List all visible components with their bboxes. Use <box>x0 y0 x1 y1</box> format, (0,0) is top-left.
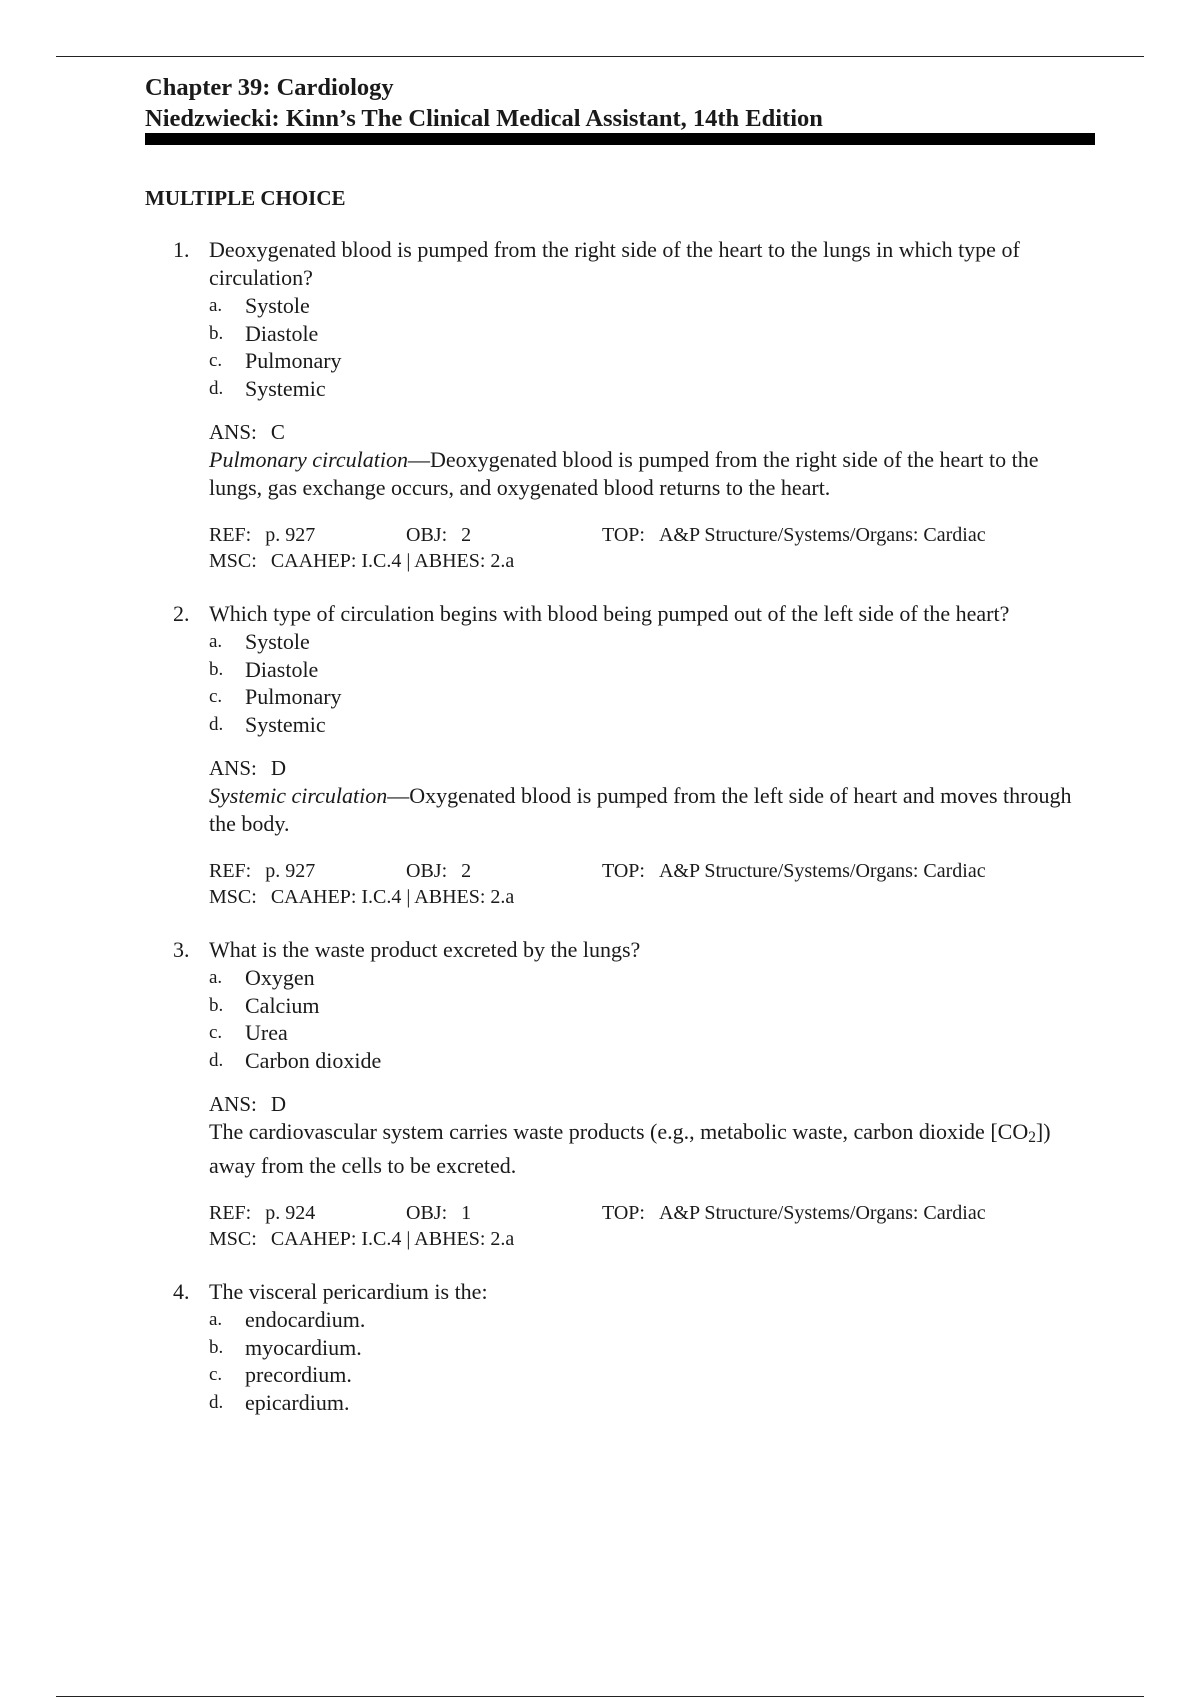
rationale-text: —Deoxygenated blood is pumped from the right side of the heart to the lungs, gas exchange occurs, and oxygenated blood returns to the heart. <box>209 447 1039 500</box>
question-stem <box>145 600 1095 628</box>
obj-label: OBJ: <box>406 860 448 882</box>
top-rule <box>56 56 1144 57</box>
answer-block <box>145 418 1095 502</box>
rationale-term: Systemic circulation <box>209 783 388 808</box>
option-text: Systemic <box>245 711 326 737</box>
answer-value: D <box>270 756 287 780</box>
question-text: The visceral pericardium is the: <box>209 1279 488 1304</box>
answer-label: ANS: <box>209 420 257 444</box>
option-letter: d. <box>209 377 224 399</box>
option-text: endocardium. <box>245 1307 366 1332</box>
bottom-rule <box>56 1696 1144 1697</box>
option-text: Systemic <box>245 375 326 401</box>
obj-value: 2 <box>461 524 472 546</box>
question-stem <box>145 1278 1095 1306</box>
msc-value: CAAHEP: I.C.4 | ABHES: 2.a <box>270 1228 515 1250</box>
option-letter: a. <box>209 631 223 652</box>
obj-field <box>406 858 471 884</box>
option-letter: b. <box>209 1336 224 1358</box>
option-d <box>209 1389 1095 1417</box>
option-text: Pulmonary <box>245 348 342 373</box>
ref-value: p. 924 <box>265 1202 316 1224</box>
question-stem <box>145 236 1095 292</box>
option-b <box>209 1334 1095 1362</box>
msc-value: CAAHEP: I.C.4 | ABHES: 2.a <box>270 886 515 908</box>
question-number: 3. <box>173 937 190 962</box>
topic-field <box>602 858 986 884</box>
answer-value: C <box>270 420 285 444</box>
option-letter: d. <box>209 1049 224 1071</box>
topic-label: TOP: <box>602 524 645 546</box>
option-letter: d. <box>209 713 224 735</box>
book-title: Niedzwiecki: Kinn’s The Clinical Medical Assistant, 14th Edition <box>145 105 823 132</box>
rationale-term: Pulmonary circulation <box>209 447 408 472</box>
option-text: Carbon dioxide <box>245 1047 382 1073</box>
rationale-text: The cardiovascular system carries waste products (e.g., metabolic waste, carbon dioxide [CO <box>209 1119 1029 1144</box>
answer-line <box>209 418 1095 446</box>
option-b <box>209 656 1095 684</box>
question-2 <box>145 600 1095 910</box>
option-a <box>209 1306 1095 1334</box>
obj-label: OBJ: <box>406 1202 448 1224</box>
msc-field <box>209 1226 1095 1252</box>
question-text: Deoxygenated blood is pumped from the right side of the heart to the lungs in which type of circulation? <box>209 237 1020 290</box>
option-text: Urea <box>245 1020 288 1045</box>
option-text: Pulmonary <box>245 684 342 709</box>
rationale <box>209 1118 1095 1180</box>
question-text: Which type of circulation begins with blood being pumped out of the left side of the heart? <box>209 601 1010 626</box>
option-text: Diastole <box>245 656 319 682</box>
topic-label: TOP: <box>602 860 645 882</box>
rationale-text: —Oxygenated blood is pumped from the left side of heart and moves through the body. <box>209 783 1072 836</box>
answer-line <box>209 754 1095 782</box>
question-number: 1. <box>173 237 190 262</box>
section-title: MULTIPLE CHOICE <box>145 186 346 210</box>
ref-label: REF: <box>209 524 252 546</box>
option-text: precordium. <box>245 1362 352 1387</box>
rationale <box>209 446 1095 502</box>
msc-field <box>209 884 1095 910</box>
options-list <box>145 964 1095 1074</box>
ref-label: REF: <box>209 860 252 882</box>
option-letter: c. <box>209 1364 223 1385</box>
question-number: 4. <box>173 1279 190 1304</box>
option-text: Systole <box>245 293 310 318</box>
options-list <box>145 1306 1095 1416</box>
topic-value: A&P Structure/Systems/Organs: Cardiac <box>658 524 986 546</box>
options-list <box>145 628 1095 738</box>
question-metadata <box>145 522 1095 574</box>
answer-value: D <box>270 1092 287 1116</box>
answer-label: ANS: <box>209 1092 257 1116</box>
option-text: Systole <box>245 629 310 654</box>
option-a <box>209 292 1095 320</box>
option-letter: a. <box>209 967 223 988</box>
rationale <box>209 782 1095 838</box>
answer-label: ANS: <box>209 756 257 780</box>
option-text: myocardium. <box>245 1334 362 1360</box>
msc-label: MSC: <box>209 1228 257 1250</box>
option-d <box>209 1047 1095 1075</box>
option-letter: c. <box>209 686 223 707</box>
obj-value: 1 <box>461 1202 472 1224</box>
option-c <box>209 1361 1095 1389</box>
topic-value: A&P Structure/Systems/Organs: Cardiac <box>658 860 986 882</box>
question-list <box>145 236 1095 1442</box>
ref-label: REF: <box>209 1202 252 1224</box>
option-c <box>209 683 1095 711</box>
option-d <box>209 711 1095 739</box>
question-number: 2. <box>173 601 190 626</box>
topic-field <box>602 522 986 548</box>
msc-value: CAAHEP: I.C.4 | ABHES: 2.a <box>270 550 515 572</box>
option-c <box>209 1019 1095 1047</box>
option-text: Oxygen <box>245 965 315 990</box>
option-a <box>209 628 1095 656</box>
msc-label: MSC: <box>209 550 257 572</box>
question-stem <box>145 936 1095 964</box>
question-1 <box>145 236 1095 574</box>
answer-block <box>145 754 1095 838</box>
option-letter: a. <box>209 1309 223 1330</box>
msc-field <box>209 548 1095 574</box>
option-d <box>209 375 1095 403</box>
option-text: Calcium <box>245 992 320 1018</box>
document-header <box>145 72 1095 134</box>
option-letter: c. <box>209 350 223 371</box>
question-metadata <box>145 1200 1095 1252</box>
ref-field <box>209 522 315 548</box>
obj-value: 2 <box>461 860 472 882</box>
ref-field <box>209 858 315 884</box>
ref-value: p. 927 <box>265 860 316 882</box>
question-3 <box>145 936 1095 1252</box>
option-letter: b. <box>209 658 224 680</box>
obj-label: OBJ: <box>406 524 448 546</box>
question-text: What is the waste product excreted by the lungs? <box>209 937 641 962</box>
rationale-text-end: ]) away from the cells to be excreted. <box>209 1119 1051 1178</box>
ref-field <box>209 1200 315 1226</box>
topic-value: A&P Structure/Systems/Organs: Cardiac <box>658 1202 986 1224</box>
question-metadata <box>145 858 1095 910</box>
option-letter: b. <box>209 994 224 1016</box>
answer-line <box>209 1090 1095 1118</box>
obj-field <box>406 1200 471 1226</box>
obj-field <box>406 522 471 548</box>
answer-block <box>145 1090 1095 1180</box>
option-text: epicardium. <box>245 1389 350 1415</box>
rationale-subscript: 2 <box>1028 1129 1036 1146</box>
option-letter: d. <box>209 1391 224 1413</box>
option-b <box>209 320 1095 348</box>
topic-field <box>602 1200 986 1226</box>
option-letter: a. <box>209 295 223 316</box>
topic-label: TOP: <box>602 1202 645 1224</box>
option-c <box>209 347 1095 375</box>
option-text: Diastole <box>245 320 319 346</box>
chapter-title: Chapter 39: Cardiology <box>145 74 394 101</box>
msc-label: MSC: <box>209 886 257 908</box>
options-list <box>145 292 1095 402</box>
ref-value: p. 927 <box>265 524 316 546</box>
option-a <box>209 964 1095 992</box>
header-bar <box>145 133 1095 145</box>
option-letter: b. <box>209 322 224 344</box>
option-letter: c. <box>209 1022 223 1043</box>
option-b <box>209 992 1095 1020</box>
question-4 <box>145 1278 1095 1416</box>
